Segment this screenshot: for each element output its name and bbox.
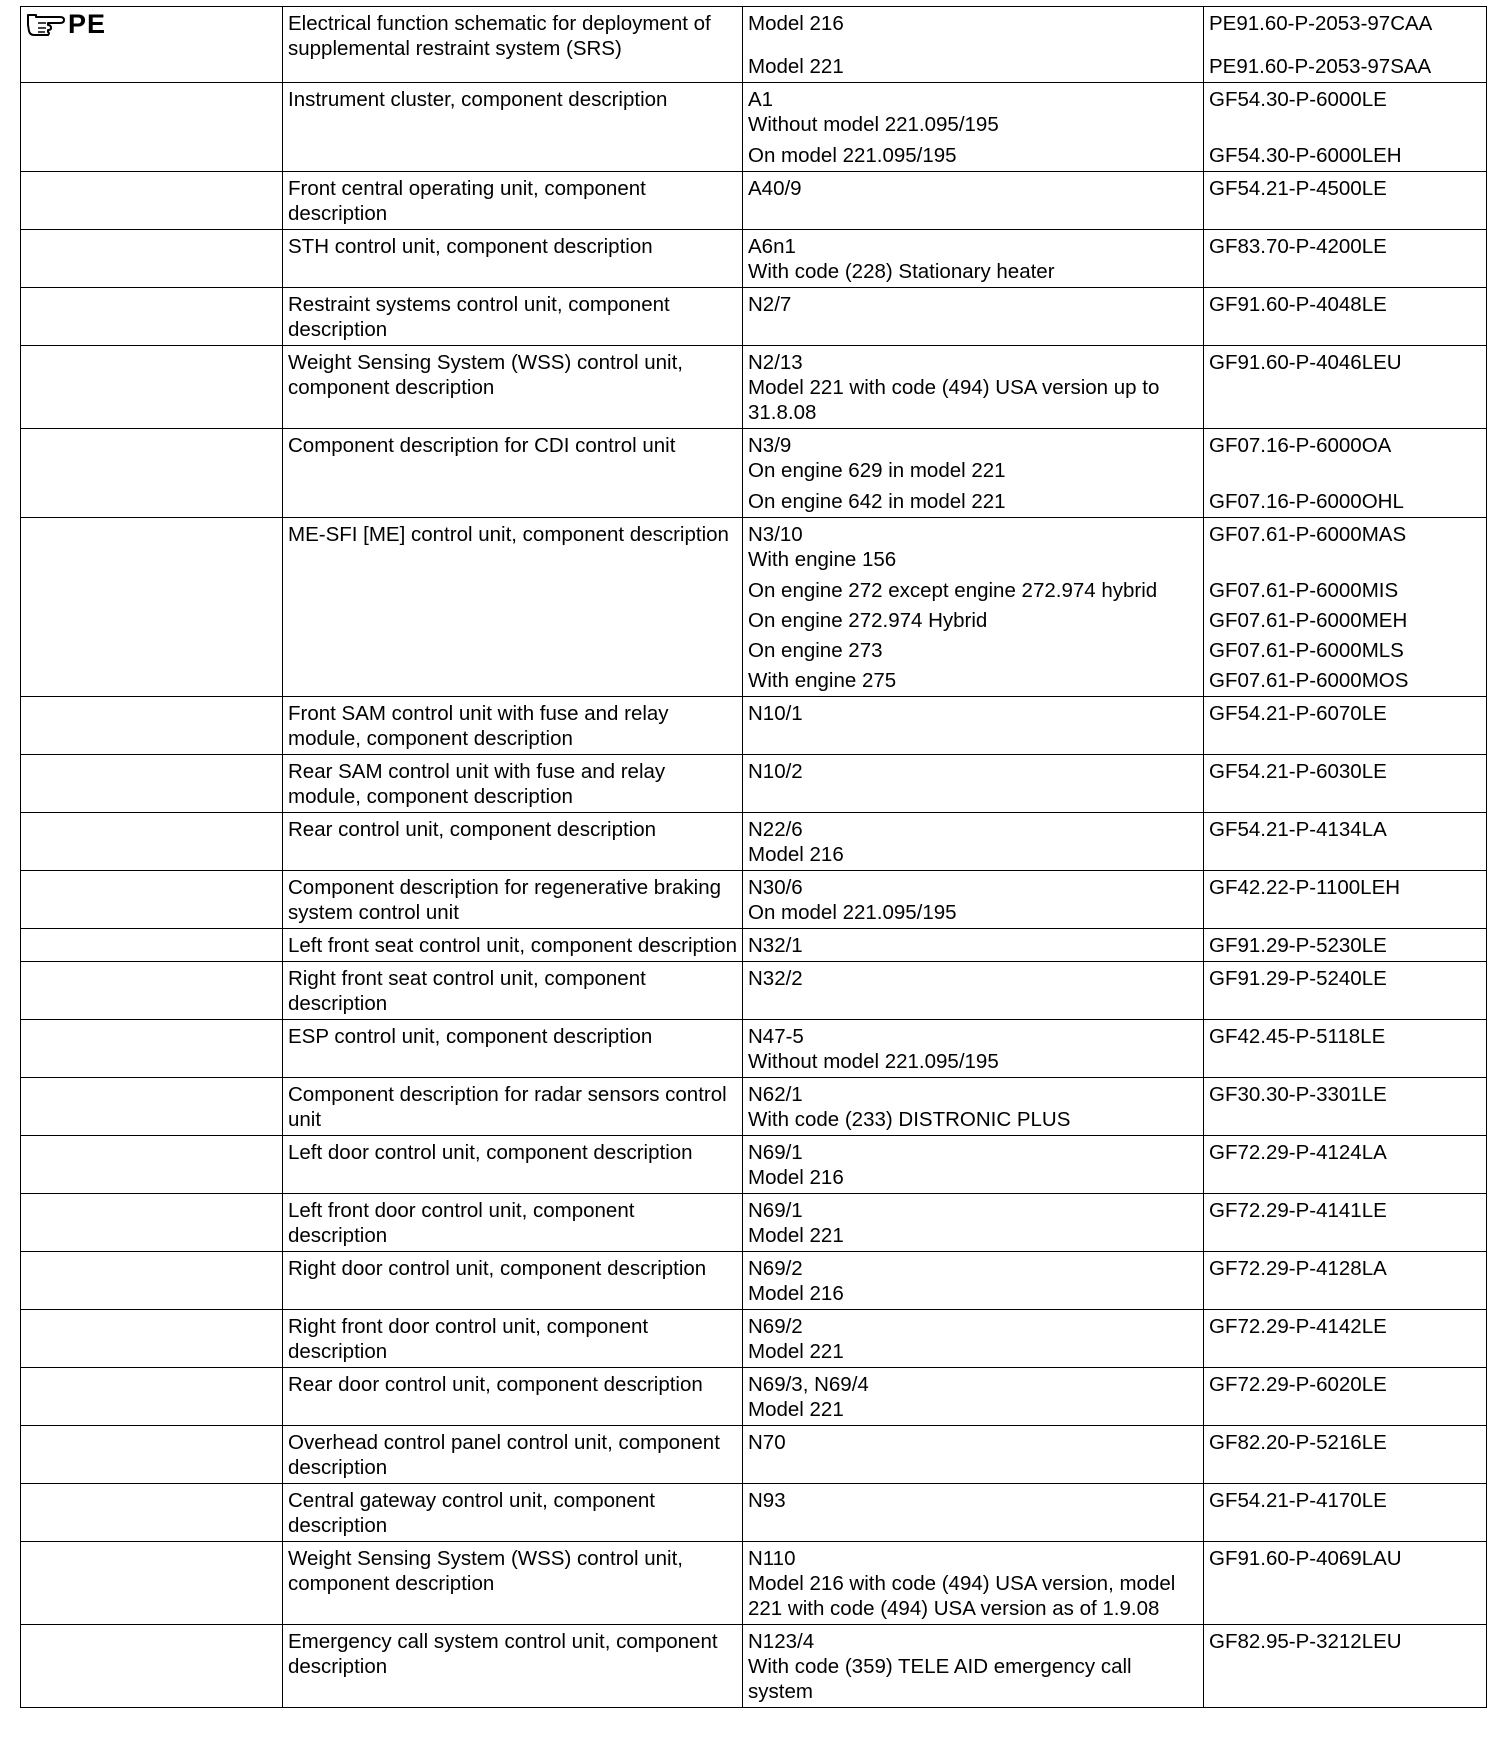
- description-cell: [283, 83, 743, 172]
- component-description: Emergency call system control unit, component description: [288, 1630, 718, 1678]
- marker-cell: [21, 813, 283, 871]
- component-code: N3/10: [748, 523, 803, 546]
- description-cell: [283, 697, 743, 755]
- condition-text: On engine 642 in model 221: [748, 490, 1006, 513]
- component-code: N2/7: [748, 293, 792, 316]
- table-row: [21, 429, 1487, 518]
- marker-cell: [21, 288, 283, 346]
- condition-cell: [743, 871, 1204, 929]
- reference-cell: [1204, 172, 1487, 230]
- component-description: Rear door control unit, component description: [288, 1373, 703, 1396]
- table-row: [21, 346, 1487, 429]
- table-row: [21, 1194, 1487, 1252]
- marker-cell: [21, 1020, 283, 1078]
- table-row: [21, 288, 1487, 346]
- condition-text: With code (359) TELE AID emergency call system: [748, 1655, 1132, 1703]
- description-cell: [283, 7, 743, 83]
- condition-cell: [743, 813, 1204, 871]
- reference-cell: [1204, 429, 1487, 518]
- description-cell: [283, 1310, 743, 1368]
- component-description: Left door control unit, component description: [288, 1141, 693, 1164]
- document-reference[interactable]: GF54.30-P-6000LE: [1209, 88, 1387, 111]
- table-row: [21, 755, 1487, 813]
- condition-text: With engine 156: [748, 548, 897, 571]
- condition-cell: [743, 1310, 1204, 1368]
- marker-cell: [21, 172, 283, 230]
- table-row: [21, 172, 1487, 230]
- condition-cell: [743, 1078, 1204, 1136]
- description-cell: [283, 1136, 743, 1194]
- document-reference[interactable]: GF82.95-P-3212LEU: [1209, 1630, 1402, 1653]
- reference-cell: [1204, 1136, 1487, 1194]
- condition-cell: [743, 518, 1204, 697]
- document-reference[interactable]: GF72.29-P-4128LA: [1209, 1257, 1387, 1280]
- component-description: Weight Sensing System (WSS) control unit, component description: [288, 351, 683, 399]
- component-code: N69/1: [748, 1141, 803, 1164]
- condition-cell: [743, 1252, 1204, 1310]
- table-row: [21, 1078, 1487, 1136]
- document-reference[interactable]: GF07.61-P-6000MOS: [1209, 669, 1409, 692]
- condition-text: With code (228) Stationary heater: [748, 260, 1055, 283]
- table-row: [21, 230, 1487, 288]
- component-code: N3/9: [748, 434, 792, 457]
- condition-cell: [743, 230, 1204, 288]
- document-reference[interactable]: GF42.22-P-1100LEH: [1209, 876, 1401, 899]
- table-row: [21, 1542, 1487, 1625]
- document-reference[interactable]: GF07.16-P-6000OA: [1209, 434, 1392, 457]
- reference-cell: [1204, 288, 1487, 346]
- document-reference[interactable]: GF91.29-P-5240LE: [1209, 967, 1387, 990]
- description-cell: [283, 1252, 743, 1310]
- marker-cell: [21, 230, 283, 288]
- table-row: [21, 1020, 1487, 1078]
- reference-cell: [1204, 1194, 1487, 1252]
- table-row: [21, 1368, 1487, 1426]
- table-row: [21, 871, 1487, 929]
- marker-cell: [21, 518, 283, 697]
- description-cell: [283, 1194, 743, 1252]
- description-cell: [283, 1625, 743, 1708]
- reference-cell: [1204, 1542, 1487, 1625]
- description-cell: [283, 518, 743, 697]
- condition-text: On model 221.095/195: [748, 144, 957, 167]
- document-reference[interactable]: GF07.61-P-6000MLS: [1209, 639, 1404, 662]
- marker-cell: [21, 1078, 283, 1136]
- component-code: N62/1: [748, 1083, 803, 1106]
- condition-cell: [743, 172, 1204, 230]
- component-description: Restraint systems control unit, component description: [288, 293, 670, 341]
- reference-table: [20, 6, 1487, 1708]
- table-row: [21, 518, 1487, 697]
- reference-cell: [1204, 871, 1487, 929]
- condition-text: Model 216 with code (494) USA version, model 221 with code (494) USA version as of 1.9.08: [748, 1572, 1176, 1620]
- table-row: [21, 1310, 1487, 1368]
- description-cell: [283, 1484, 743, 1542]
- reference-cell: [1204, 1078, 1487, 1136]
- description-cell: [283, 871, 743, 929]
- table-row: [21, 1252, 1487, 1310]
- description-cell: [283, 813, 743, 871]
- component-code: N69/2: [748, 1315, 803, 1338]
- reference-cell: [1204, 697, 1487, 755]
- marker-cell: [21, 755, 283, 813]
- document-reference[interactable]: GF07.61-P-6000MAS: [1209, 523, 1407, 546]
- table-row: [21, 1484, 1487, 1542]
- component-description: Electrical function schematic for deployment of supplemental restraint system (SRS): [288, 12, 711, 60]
- document-reference[interactable]: GF54.30-P-6000LEH: [1209, 144, 1402, 167]
- condition-text: Model 221: [748, 1224, 844, 1247]
- description-cell: [283, 1020, 743, 1078]
- reference-cell: [1204, 518, 1487, 697]
- reference-cell: [1204, 1426, 1487, 1484]
- component-code: N69/2: [748, 1257, 803, 1280]
- component-description: ESP control unit, component description: [288, 1025, 653, 1048]
- pe-label: PE: [68, 9, 107, 39]
- marker-cell: [21, 429, 283, 518]
- component-description: Rear control unit, component description: [288, 818, 657, 841]
- document-reference[interactable]: PE91.60-P-2053-97SAA: [1209, 55, 1432, 78]
- marker-cell: [21, 929, 283, 962]
- component-code: A6n1: [748, 235, 796, 258]
- component-code: N22/6: [748, 818, 803, 841]
- marker-cell: [21, 83, 283, 172]
- description-cell: [283, 346, 743, 429]
- document-reference[interactable]: GF91.60-P-4069LAU: [1209, 1547, 1402, 1570]
- condition-text: Without model 221.095/195: [748, 1050, 999, 1073]
- condition-cell: [743, 83, 1204, 172]
- condition-cell: [743, 7, 1204, 83]
- condition-cell: [743, 1020, 1204, 1078]
- component-code: N10/2: [748, 760, 803, 783]
- marker-cell: [21, 1426, 283, 1484]
- marker-cell: [21, 1136, 283, 1194]
- condition-text: Model 216: [748, 12, 844, 35]
- marker-cell: [21, 1194, 283, 1252]
- document-reference[interactable]: GF72.29-P-4141LE: [1209, 1199, 1387, 1222]
- condition-cell: [743, 755, 1204, 813]
- document-reference[interactable]: PE91.60-P-2053-97CAA: [1209, 12, 1433, 35]
- condition-text: On engine 272.974 Hybrid: [748, 609, 988, 632]
- document-reference[interactable]: GF54.21-P-6030LE: [1209, 760, 1387, 783]
- reference-cell: [1204, 1020, 1487, 1078]
- description-cell: [283, 1368, 743, 1426]
- condition-text: With code (233) DISTRONIC PLUS: [748, 1108, 1071, 1131]
- reference-cell: [1204, 962, 1487, 1020]
- reference-cell: [1204, 1484, 1487, 1542]
- document-reference[interactable]: GF91.60-P-4048LE: [1209, 293, 1387, 316]
- reference-cell: [1204, 83, 1487, 172]
- condition-text: Model 216: [748, 843, 844, 866]
- condition-text: Model 216: [748, 1282, 844, 1305]
- condition-text: Model 221: [748, 55, 844, 78]
- component-code: N69/3, N69/4: [748, 1373, 869, 1396]
- table-row: [21, 83, 1487, 172]
- reference-cell: [1204, 1368, 1487, 1426]
- condition-text: On model 221.095/195: [748, 901, 957, 924]
- component-description: Front SAM control unit with fuse and relay module, component description: [288, 702, 669, 750]
- description-cell: [283, 288, 743, 346]
- condition-text: Without model 221.095/195: [748, 113, 999, 136]
- condition-cell: [743, 697, 1204, 755]
- component-code: N69/1: [748, 1199, 803, 1222]
- component-code: N70: [748, 1431, 786, 1454]
- component-description: Left front seat control unit, component description: [288, 934, 737, 957]
- condition-cell: [743, 1426, 1204, 1484]
- component-description: STH control unit, component description: [288, 235, 653, 258]
- reference-cell: [1204, 1252, 1487, 1310]
- component-description: Front central operating unit, component description: [288, 177, 646, 225]
- component-description: Right front seat control unit, component description: [288, 967, 646, 1015]
- component-description: Right front door control unit, component description: [288, 1315, 649, 1363]
- reference-cell: [1204, 7, 1487, 83]
- document-reference[interactable]: GF83.70-P-4200LE: [1209, 235, 1387, 258]
- document-reference[interactable]: GF72.29-P-4124LA: [1209, 1141, 1387, 1164]
- marker-cell: [21, 1252, 283, 1310]
- document-reference[interactable]: GF72.29-P-4142LE: [1209, 1315, 1387, 1338]
- document-reference[interactable]: GF42.45-P-5118LE: [1209, 1025, 1386, 1048]
- reference-cell: [1204, 1310, 1487, 1368]
- document-reference[interactable]: GF07.16-P-6000OHL: [1209, 490, 1404, 513]
- condition-cell: [743, 1484, 1204, 1542]
- document-reference[interactable]: GF82.20-P-5216LE: [1209, 1431, 1387, 1454]
- component-description: Component description for radar sensors control unit: [288, 1083, 727, 1131]
- condition-cell: [743, 1136, 1204, 1194]
- component-code: N30/6: [748, 876, 803, 899]
- description-cell: [283, 172, 743, 230]
- component-code: N32/2: [748, 967, 803, 990]
- marker-cell: [21, 7, 283, 83]
- component-description: Component description for regenerative braking system control unit: [288, 876, 722, 924]
- table-row: [21, 1136, 1487, 1194]
- marker-cell: [21, 1542, 283, 1625]
- description-cell: [283, 1542, 743, 1625]
- reference-cell: [1204, 346, 1487, 429]
- component-code: N10/1: [748, 702, 803, 725]
- description-cell: [283, 755, 743, 813]
- document-reference[interactable]: GF72.29-P-6020LE: [1209, 1373, 1387, 1396]
- component-code: A1: [748, 88, 774, 111]
- condition-cell: [743, 962, 1204, 1020]
- marker-cell: [21, 1310, 283, 1368]
- document-reference[interactable]: GF54.21-P-4500LE: [1209, 177, 1387, 200]
- condition-text: On engine 273: [748, 639, 883, 662]
- condition-text: Model 216: [748, 1166, 844, 1189]
- component-description: Weight Sensing System (WSS) control unit, component description: [288, 1547, 683, 1595]
- component-description: Instrument cluster, component description: [288, 88, 668, 111]
- marker-cell: [21, 1484, 283, 1542]
- condition-text: On engine 629 in model 221: [748, 459, 1006, 482]
- marker-cell: [21, 697, 283, 755]
- component-code: N2/13: [748, 351, 803, 374]
- component-code: N32/1: [748, 934, 803, 957]
- document-reference[interactable]: GF54.21-P-6070LE: [1209, 702, 1387, 725]
- table-row: [21, 697, 1487, 755]
- component-code: N123/4: [748, 1630, 815, 1653]
- description-cell: [283, 230, 743, 288]
- description-cell: [283, 1426, 743, 1484]
- description-cell: [283, 962, 743, 1020]
- pointing-hand-icon: [26, 11, 66, 37]
- reference-cell: [1204, 230, 1487, 288]
- condition-cell: [743, 288, 1204, 346]
- document-reference[interactable]: GF54.21-P-4134LA: [1209, 818, 1387, 841]
- marker-cell: [21, 346, 283, 429]
- condition-text: On engine 272 except engine 272.974 hybrid: [748, 579, 1158, 602]
- marker-cell: [21, 871, 283, 929]
- reference-cell: [1204, 755, 1487, 813]
- condition-cell: [743, 429, 1204, 518]
- marker-cell: [21, 1368, 283, 1426]
- description-cell: [283, 429, 743, 518]
- table-row: [21, 1625, 1487, 1708]
- document-reference[interactable]: GF91.29-P-5230LE: [1209, 934, 1387, 957]
- component-code: N93: [748, 1489, 786, 1512]
- component-description: Central gateway control unit, component description: [288, 1489, 655, 1537]
- marker-cell: [21, 1625, 283, 1708]
- description-cell: [283, 929, 743, 962]
- table-row: [21, 962, 1487, 1020]
- condition-text: Model 221: [748, 1340, 844, 1363]
- component-description: Overhead control panel control unit, component description: [288, 1431, 720, 1479]
- marker-cell: [21, 962, 283, 1020]
- reference-cell: [1204, 929, 1487, 962]
- table-row: [21, 1426, 1487, 1484]
- reference-cell: [1204, 813, 1487, 871]
- document-reference[interactable]: GF07.61-P-6000MIS: [1209, 579, 1399, 602]
- component-code: N110: [748, 1547, 796, 1570]
- component-description: Left front door control unit, component description: [288, 1199, 635, 1247]
- component-code: N47-5: [748, 1025, 804, 1048]
- component-description: Right door control unit, component description: [288, 1257, 707, 1280]
- description-cell: [283, 1078, 743, 1136]
- table-row: [21, 813, 1487, 871]
- component-description: Rear SAM control unit with fuse and relay module, component description: [288, 760, 666, 808]
- condition-text: Model 221 with code (494) USA version up to 31.8.08: [748, 376, 1160, 424]
- document-reference[interactable]: GF30.30-P-3301LE: [1209, 1083, 1387, 1106]
- reference-cell: [1204, 1625, 1487, 1708]
- component-code: A40/9: [748, 177, 802, 200]
- condition-cell: [743, 1625, 1204, 1708]
- condition-cell: [743, 929, 1204, 962]
- table-row: [21, 7, 1487, 83]
- condition-cell: [743, 1542, 1204, 1625]
- document-reference[interactable]: GF54.21-P-4170LE: [1209, 1489, 1387, 1512]
- table-row: [21, 929, 1487, 962]
- condition-text: Model 221: [748, 1398, 844, 1421]
- condition-text: With engine 275: [748, 669, 897, 692]
- document-reference[interactable]: GF91.60-P-4046LEU: [1209, 351, 1402, 374]
- condition-cell: [743, 1368, 1204, 1426]
- condition-cell: [743, 346, 1204, 429]
- condition-cell: [743, 1194, 1204, 1252]
- component-description: ME-SFI [ME] control unit, component description: [288, 523, 729, 546]
- document-reference[interactable]: GF07.61-P-6000MEH: [1209, 609, 1408, 632]
- component-description: Component description for CDI control unit: [288, 434, 676, 457]
